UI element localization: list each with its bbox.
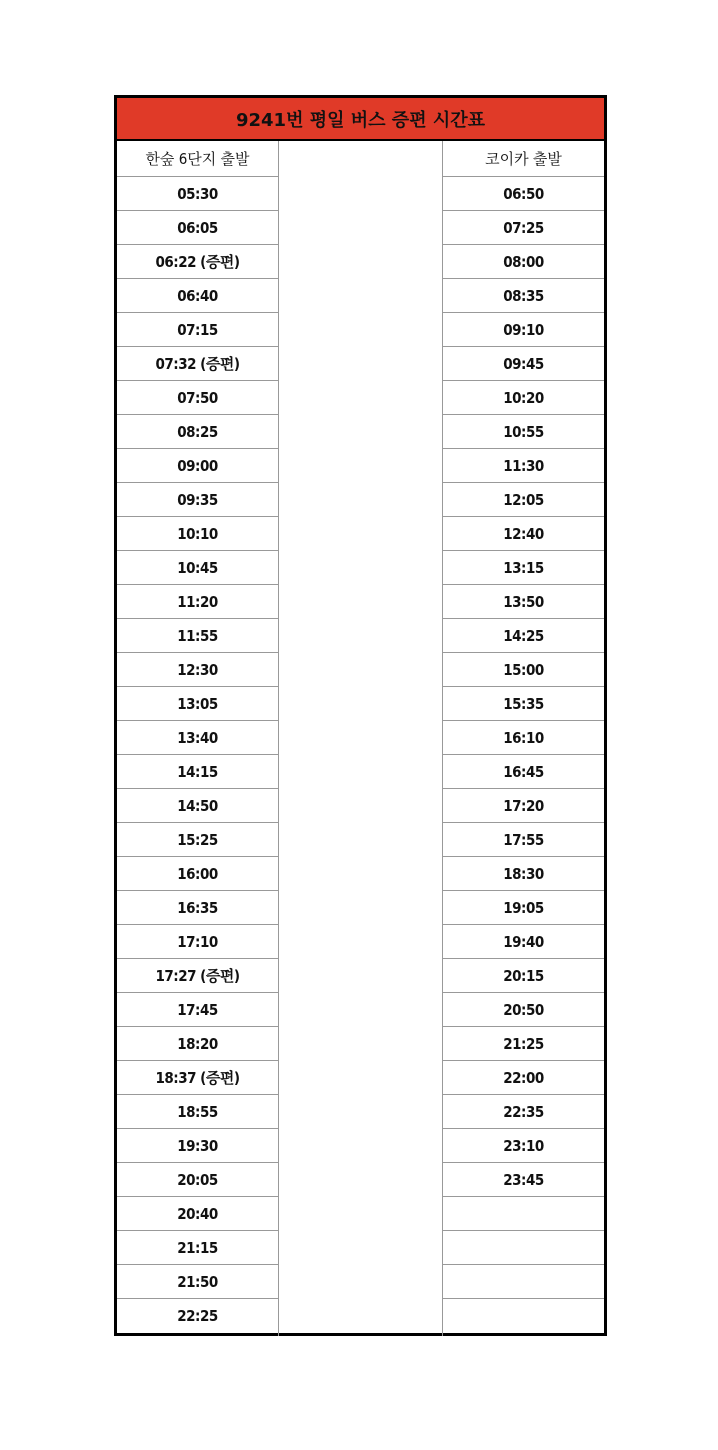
right-time-cell: 16:10	[443, 721, 604, 755]
left-time-cell: 19:30	[117, 1129, 278, 1163]
right-time-cell: 12:40	[443, 517, 604, 551]
left-time-cell: 22:25	[177, 1307, 218, 1325]
right-time-cell: 09:10	[443, 313, 604, 347]
right-time-cell	[443, 1265, 604, 1299]
left-time-cell: 18:55	[117, 1095, 278, 1129]
right-time-cell: 19:05	[443, 891, 604, 925]
left-time-cell: 10:10	[117, 517, 278, 551]
right-time-cell: 22:35	[443, 1095, 604, 1129]
right-time-cell: 16:45	[443, 755, 604, 789]
left-time-cell: 05:30	[117, 177, 278, 211]
left-time-cell: 13:05	[117, 687, 278, 721]
right-time-cell	[443, 1231, 604, 1265]
left-time-cell: 17:27 (증편)	[117, 959, 278, 993]
right-column-header: 코이카 출발	[443, 141, 604, 177]
left-time-cell: 07:32 (증편)	[117, 347, 278, 381]
right-time-cell	[443, 1197, 604, 1231]
right-time-cell: 13:15	[443, 551, 604, 585]
left-column-header: 한숲 6단지 출발	[117, 141, 278, 177]
left-time-cell: 07:15	[117, 313, 278, 347]
right-time-cell	[443, 1299, 604, 1333]
left-time-cell: 13:40	[117, 721, 278, 755]
right-time-cell: 17:55	[443, 823, 604, 857]
left-time-cell: 17:45	[117, 993, 278, 1027]
right-time-cell: 20:50	[443, 993, 604, 1027]
left-time-cell: 20:05	[117, 1163, 278, 1197]
right-time-cell: 18:30	[443, 857, 604, 891]
left-time-cell: 18:37 (증편)	[117, 1061, 278, 1095]
left-time-cell: 08:25	[117, 415, 278, 449]
left-time-cell: 11:20	[117, 585, 278, 619]
right-time-cell: 13:50	[443, 585, 604, 619]
left-time-cell: 07:50	[117, 381, 278, 415]
right-time-cell: 23:10	[443, 1129, 604, 1163]
right-time-cell: 19:40	[443, 925, 604, 959]
left-time-cell: 06:40	[117, 279, 278, 313]
right-time-cell: 23:45	[443, 1163, 604, 1197]
left-time-cell: 14:15	[117, 755, 278, 789]
left-time-cell: 14:50	[117, 789, 278, 823]
left-time-cell: 15:25	[117, 823, 278, 857]
left-time-cell: 09:35	[117, 483, 278, 517]
left-time-cell: 18:20	[117, 1027, 278, 1061]
left-time-cell: 09:00	[117, 449, 278, 483]
right-time-cell: 20:15	[443, 959, 604, 993]
timetable-title: 9241번 평일 버스 증편 시간표	[117, 98, 604, 141]
middle-blank-column	[278, 141, 443, 1336]
right-time-cell: 15:35	[443, 687, 604, 721]
right-time-cell: 10:20	[443, 381, 604, 415]
right-column	[443, 141, 604, 1333]
right-time-cell: 17:20	[443, 789, 604, 823]
left-time-cell: 21:15	[117, 1231, 278, 1265]
right-time-cell: 15:00	[443, 653, 604, 687]
left-column	[117, 141, 278, 1333]
right-time-cell: 12:05	[443, 483, 604, 517]
left-time-cell: 06:05	[117, 211, 278, 245]
right-time-cell: 06:50	[443, 177, 604, 211]
right-time-cell: 22:00	[443, 1061, 604, 1095]
right-time-cell: 07:25	[443, 211, 604, 245]
left-time-cell: 20:40	[117, 1197, 278, 1231]
right-time-cell: 08:35	[443, 279, 604, 313]
right-time-cell: 08:00	[443, 245, 604, 279]
right-time-cell: 11:30	[443, 449, 604, 483]
left-time-cell: 06:22 (증편)	[117, 245, 278, 279]
right-time-cell: 14:25	[443, 619, 604, 653]
left-time-cell: 10:45	[117, 551, 278, 585]
left-time-cell: 16:35	[117, 891, 278, 925]
right-time-cell: 09:45	[443, 347, 604, 381]
left-time-cell: 16:00	[117, 857, 278, 891]
left-time-cell: 12:30	[117, 653, 278, 687]
left-time-cell: 21:50	[117, 1265, 278, 1299]
timetable	[114, 95, 607, 1336]
right-time-cell: 21:25	[443, 1027, 604, 1061]
right-time-cell: 10:55	[443, 415, 604, 449]
left-time-cell: 17:10	[117, 925, 278, 959]
left-time-cell: 11:55	[117, 619, 278, 653]
